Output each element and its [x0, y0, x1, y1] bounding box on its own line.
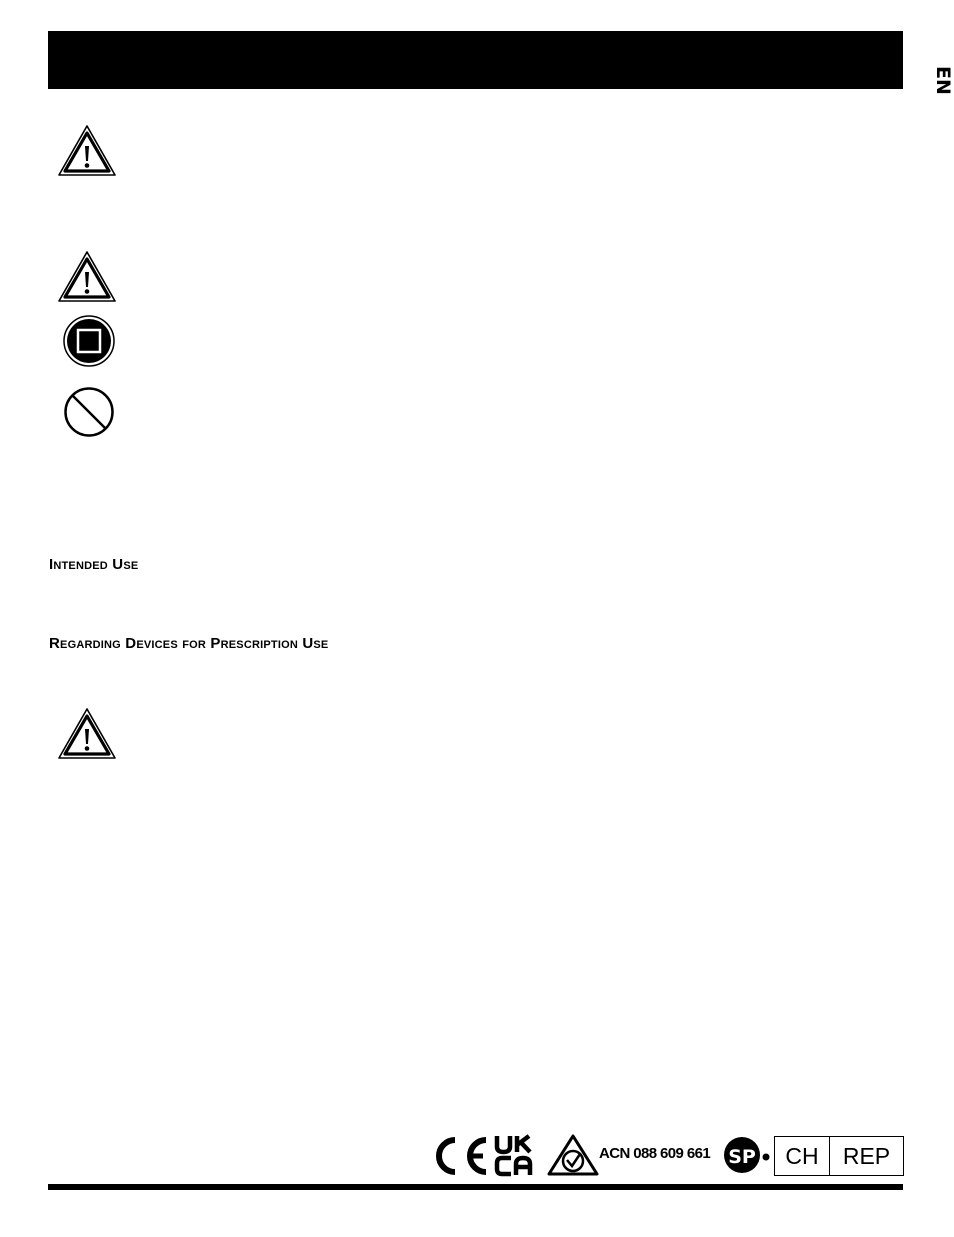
acn-number: ACN 088 609 661	[599, 1145, 711, 1162]
certification-marks	[426, 1133, 904, 1177]
section-heading-prescription-use: Regarding Devices for Prescription Use	[49, 635, 329, 652]
ukca-mark-icon	[494, 1134, 536, 1181]
ch-rep-right: REP	[842, 1142, 891, 1169]
footer-rule	[48, 1184, 903, 1190]
ch-rep-box	[774, 1136, 904, 1176]
rcm-mark-icon	[546, 1133, 600, 1182]
warning-triangle-icon	[57, 707, 117, 761]
ch-rep-left: CH	[775, 1137, 830, 1175]
warning-triangle-icon	[57, 250, 117, 304]
language-tab: EN	[932, 66, 954, 95]
warning-triangle-icon	[57, 124, 117, 178]
svg-text:SP: SP	[728, 1146, 756, 1168]
header-bar	[48, 31, 903, 89]
section-heading-intended-use: Intended Use	[49, 556, 139, 573]
prohibition-icon	[63, 386, 115, 438]
ce-mark-icon	[428, 1137, 490, 1180]
stop-circle-icon	[63, 315, 115, 367]
csa-mark-icon	[723, 1135, 771, 1180]
